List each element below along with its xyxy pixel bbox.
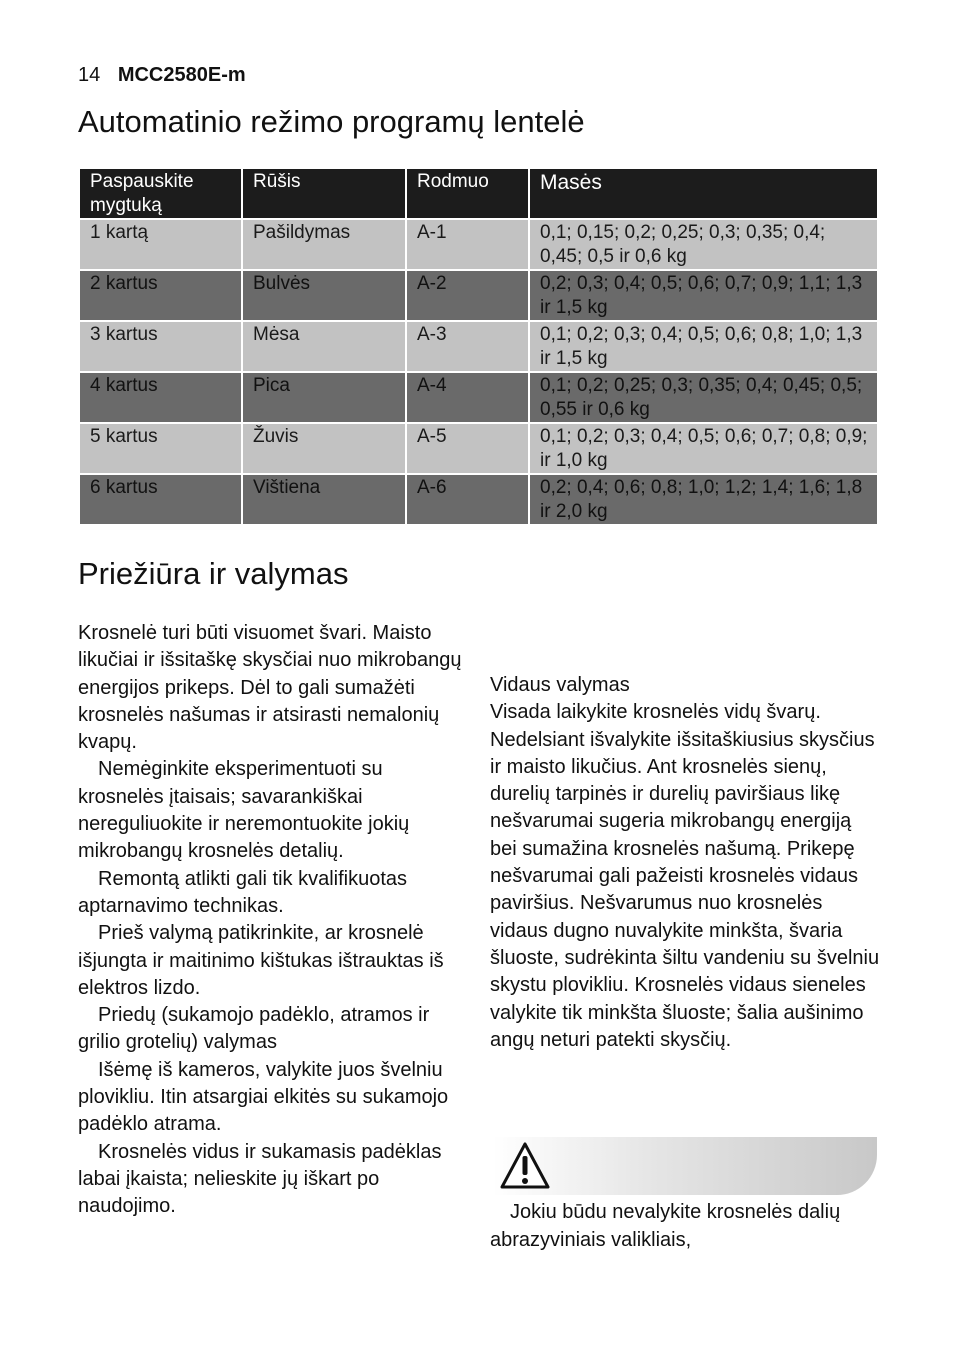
header-code: Rodmuo [406, 168, 529, 219]
paragraph: Krosnelės vidus ir sukamasis padėklas labai įkaista; nelieskite jų iškart po naudojimo. [78, 1140, 442, 1218]
cell-press: 5 kartus [79, 423, 242, 474]
table-row [79, 219, 878, 270]
interior-cleaning-column [490, 672, 882, 1054]
cell-press: 3 kartus [79, 321, 242, 372]
model-name: MCC2580E-m [117, 64, 246, 86]
cell-type: Pašildymas [242, 219, 406, 270]
page-number: 14 [78, 64, 101, 86]
table-row [79, 474, 878, 525]
cell-code: A-5 [406, 423, 529, 474]
warning-triangle-icon [499, 1141, 551, 1191]
paragraph: Išėmę iš kameros, valykite juos švelniu plovikliu. Itin atsargiai elkitės su sukamojo padėklo atrama. [78, 1058, 449, 1136]
cell-code: A-3 [406, 321, 529, 372]
header-type: Rūšis [242, 168, 406, 219]
cell-type: Pica [242, 372, 406, 423]
paragraph: Nemėginkite eksperimentuoti su krosnelės įtaisais; savarankiškai nereguliuokite ir neremontuokite jokių mikrobangų krosnelės detalių. [78, 758, 410, 863]
cell-weights: 0,2; 0,3; 0,4; 0,5; 0,6; 0,7; 0,9; 1,1; 1,3 ir 1,5 kg [529, 270, 878, 321]
cell-weights: 0,2; 0,4; 0,6; 0,8; 1,0; 1,2; 1,4; 1,6; 1,8 ir 2,0 kg [529, 474, 878, 525]
cell-type: Žuvis [242, 423, 406, 474]
table-row [79, 372, 878, 423]
care-text-column [78, 620, 470, 1221]
warning-banner [493, 1137, 877, 1195]
cell-code: A-4 [406, 372, 529, 423]
cell-weights: 0,1; 0,2; 0,3; 0,4; 0,5; 0,6; 0,8; 1,0; 1,3 ir 1,5 kg [529, 321, 878, 372]
cell-weights: 0,1; 0,2; 0,25; 0,3; 0,35; 0,4; 0,45; 0,5; 0,55 ir 0,6 kg [529, 372, 878, 423]
paragraph: Prieš valymą patikrinkite, ar krosnelė išjungta ir maitinimo kištukas ištrauktas iš elektros lizdo. [78, 922, 444, 999]
section-title-care-cleaning: Priežiūra ir valymas [78, 556, 349, 591]
cell-weights: 0,1; 0,15; 0,2; 0,25; 0,3; 0,35; 0,4; 0,45; 0,5 ir 0,6 kg [529, 219, 878, 270]
cell-type: Vištiena [242, 474, 406, 525]
table-row [79, 423, 878, 474]
warning-text [490, 1198, 882, 1254]
table-row [79, 270, 878, 321]
paragraph: Priedų (sukamojo padėklo, atramos ir grilio grotelių) valymas [78, 1004, 430, 1054]
section-title-program-table: Automatinio režimo programų lentelė [78, 104, 585, 139]
auto-program-table [78, 167, 879, 526]
cell-press: 1 kartą [79, 219, 242, 270]
cell-code: A-6 [406, 474, 529, 525]
warning-paragraph: Jokiu būdu nevalykite krosnelės dalių abrazyviniais valikliais, [490, 1201, 841, 1251]
cell-type: Bulvės [242, 270, 406, 321]
cell-code: A-2 [406, 270, 529, 321]
cell-press: 2 kartus [79, 270, 242, 321]
subheading-interior-cleaning: Vidaus valymas [490, 674, 630, 696]
paragraph: Remontą atlikti gali tik kvalifikuotas aptarnavimo technikas. [78, 867, 408, 917]
cell-code: A-1 [406, 219, 529, 270]
table-header-row [79, 168, 878, 219]
page-header [78, 64, 246, 87]
table-row [79, 321, 878, 372]
header-weights: Masės [529, 168, 878, 219]
paragraph: Krosnelė turi būti visuomet švari. Maisto likučiai ir išsitaškę skysčiai nuo mikrobangų energijos prikeps. Dėl to gali sumažėti krosnelės našumas ir atsirasti nemalonių kvapų. [78, 622, 462, 754]
cell-press: 4 kartus [79, 372, 242, 423]
cell-type: Mėsa [242, 321, 406, 372]
header-press: Paspauskite mygtuką [79, 168, 242, 219]
cell-weights: 0,1; 0,2; 0,3; 0,4; 0,5; 0,6; 0,7; 0,8; 0,9; ir 1,0 kg [529, 423, 878, 474]
cell-press: 6 kartus [79, 474, 242, 525]
paragraph: Visada laikykite krosnelės vidų švarų. Nedelsiant išvalykite išsitaškiusius skysčius ir maisto likučius. Ant krosnelės sienų, durelių tarpinės ir durelių paviršiaus likę nešvarumai sugeria mikrobangų energiją bei sumažina krosnelės našumą. Prikepę nešvarumai gali pažeisti krosnelės vidaus paviršius. Nešvarumus nuo krosnelės vidaus dugno nuvalykite minkšta, švaria šluoste, sudrėkinta šiltu vandeniu su švelniu skystu plovikliu. Krosnelės vidaus sieneles valykite tik minkšta šluoste; šalia aušinimo angų neturi patekti skysčių. [490, 701, 880, 1051]
